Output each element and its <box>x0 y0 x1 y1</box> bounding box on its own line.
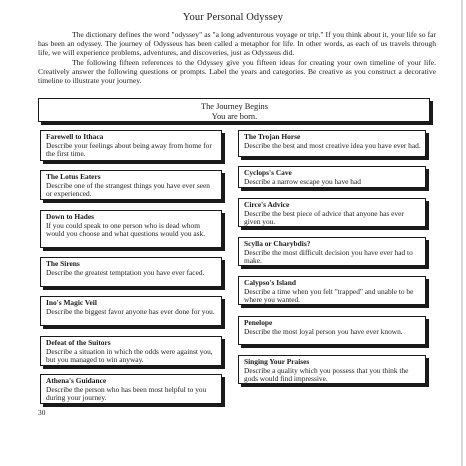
prompt-box-farewell-to-ithaca <box>40 130 222 161</box>
intro-paragraph-1: The dictionary defines the word "odyssey" as "a long adventurous voyage or trip." If you think about it, your life so far has been an odyssey. The journey of Odysseus has been called a metaphor for life. In other words, as each of us travels through life, we will experience problems, adventures, and discoveries, just as Odysseus did. <box>38 30 436 58</box>
box-desc: If you could speak to one person who is dead whom would you choose and what questions would you ask. <box>46 220 206 239</box>
prompt-box-inos-magic-veil <box>40 296 222 326</box>
prompt-box-scylla-or-charybdis <box>238 237 426 266</box>
box-title: The Trojan Horse <box>244 132 301 141</box>
box-title: Athena's Guidance <box>46 376 107 385</box>
scan-edge <box>461 0 463 466</box>
prompt-box-sirens <box>40 257 222 287</box>
box-desc: Describe the biggest favor anyone has ever done for you. <box>46 306 215 316</box>
prompt-box-lotus-eaters <box>40 170 222 200</box>
box-desc: Describe a narrow escape you have had <box>244 176 361 186</box>
intro-paragraph-2: The following fifteen references to the Odyssey give you fifteen ideas for creating your own timeline of your life. Creatively answer the following questions or prompts. Label the years and categories. Be creative as you construct a decorative timeline to illustrate your journey. <box>38 57 436 86</box>
box-desc: You are born. <box>211 112 258 121</box>
prompt-box-trojan-horse <box>238 130 426 157</box>
box-desc: Describe the best piece of advice that anyone has ever given you. <box>244 208 404 227</box>
box-desc: Describe the most loyal person you have ever known. <box>244 326 403 336</box>
box-desc: Describe the best and most creative idea you have ever had. <box>244 140 421 150</box>
page-title: Your Personal Odyssey <box>182 12 284 23</box>
journey-begins-box <box>38 98 430 122</box>
box-desc: Describe a time when you felt "trapped" and unable to be where you wanted. <box>244 286 414 305</box>
box-desc: Describe the most difficult decision you have ever had to make. <box>244 247 413 266</box>
box-desc: Describe the person who has been most helpful to you during your journey. <box>46 384 207 403</box>
prompt-box-penelope <box>238 316 426 345</box>
prompt-box-circes-advice <box>238 198 426 227</box>
box-title: Farewell to Ithaca <box>46 132 104 141</box>
box-title: The Sirens <box>46 259 80 268</box>
box-title: Penelope <box>244 318 273 327</box>
box-title: Singing Your Praises <box>244 357 310 366</box>
box-title: Ino's Magic Veil <box>46 298 97 307</box>
prompt-box-defeat-of-suitors <box>40 336 222 366</box>
prompt-box-calypsos-island <box>238 276 426 305</box>
box-title: Scylla or Charybdis? <box>244 239 311 248</box>
box-desc: Describe a quality which you possess that you think the gods would find impressive. <box>244 365 409 384</box>
page-number: 30 <box>38 408 46 417</box>
box-desc: Describe your feelings about being away from home for the first time. <box>46 140 212 159</box>
box-title: The Journey Begins <box>201 102 268 111</box>
box-title: Defeat of the Suitors <box>46 338 111 347</box>
box-title: The Lotus Eaters <box>46 172 101 181</box>
box-title: Calypso's Island <box>244 278 296 287</box>
box-title: Down to Hades <box>46 212 95 221</box>
box-title: Circe's Advice <box>244 200 290 209</box>
prompt-box-athenas-guidance <box>40 374 222 404</box>
prompt-box-singing-your-praises <box>238 355 426 384</box>
intro-text <box>38 30 436 85</box>
box-desc: Describe one of the strangest things you have ever seen or experienced. <box>46 180 210 199</box>
box-desc: Describe the greatest temptation you have ever faced. <box>46 267 205 277</box>
prompt-box-cyclops-cave <box>238 166 426 188</box>
box-title: Cyclops's Cave <box>244 168 292 177</box>
box-desc: Describe a situation in which the odds were against you, but you managed to win anyway. <box>46 346 213 365</box>
prompt-box-down-to-hades <box>40 210 222 248</box>
